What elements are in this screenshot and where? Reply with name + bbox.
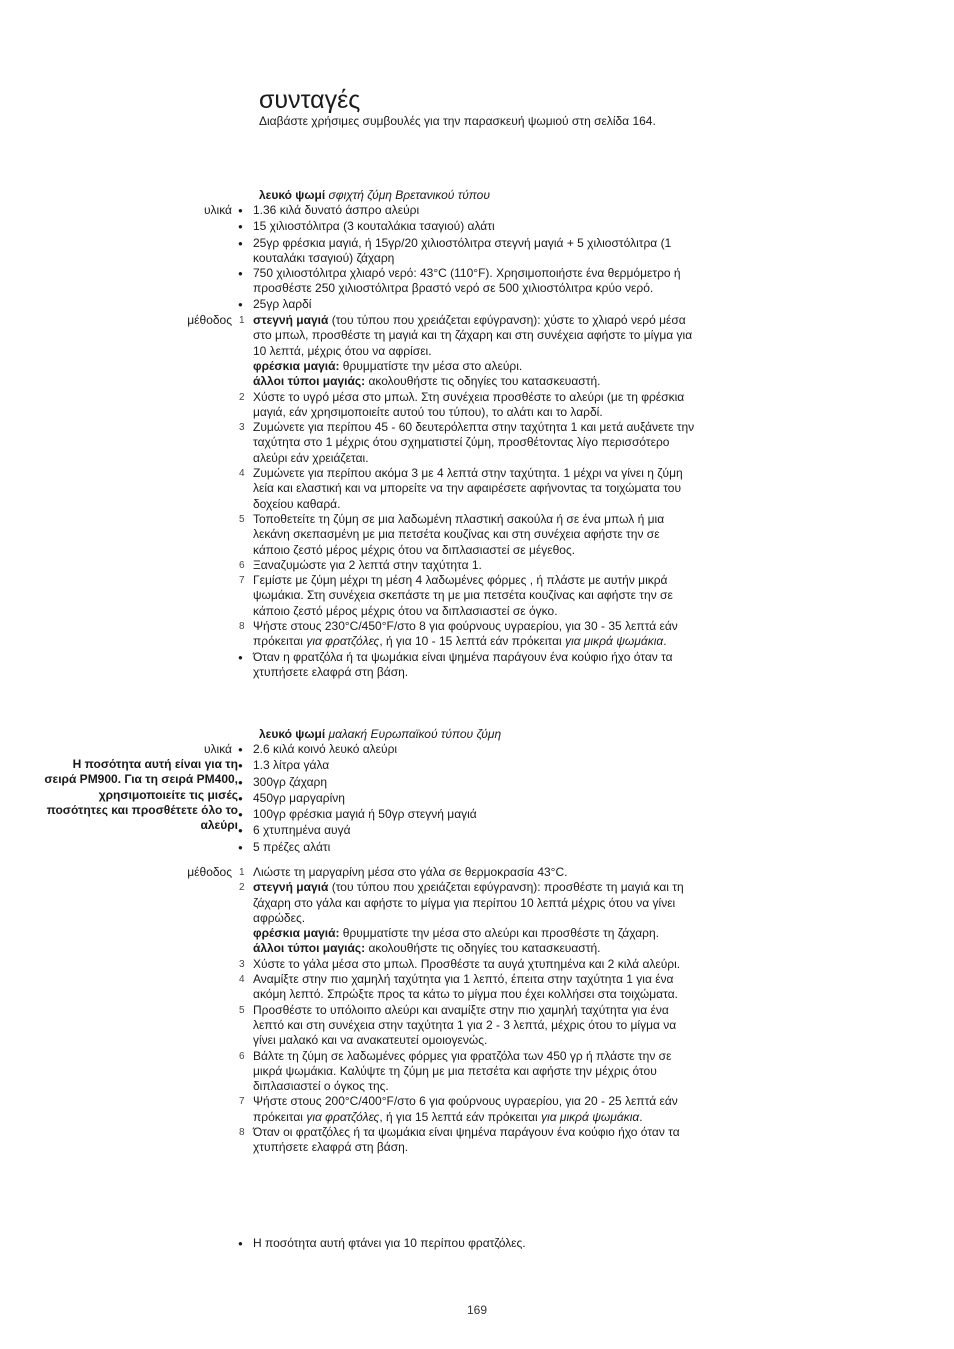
fresh-yeast-term: φρέσκια μαγιά: xyxy=(253,926,340,941)
ingredient: 5 πρέζες αλάτι xyxy=(253,839,331,854)
step-number: 5 xyxy=(239,1004,245,1016)
bullet-icon xyxy=(238,823,253,839)
other-yeast-term: άλλοι τύποι μαγιάς: xyxy=(253,374,366,389)
list-item xyxy=(0,742,954,758)
step-text: Ξαναζυμώστε για 2 λεπτά στην ταχύτητα 1. xyxy=(253,557,482,572)
bullet-icon xyxy=(238,203,253,219)
side-note: Η ποσότητα αυτή είναι για τη σειρά PM900. Για τη σειρά PM400, χρησιμοποιείτε τις μισές ποσότητες και προσθέτετε όλο το αλεύρι xyxy=(44,757,238,833)
list-item xyxy=(0,219,954,235)
dry-yeast-text: (του τύπου που χρειάζεται εφύγρανση): χύστε το χλιαρό νερό μέσα στο μπωλ, προσθέστε τη μαγιά και τη ζάχαρη και στη συνέχεια αφήστε το μίγμα για 10 λεπτά, μέχρις ότου να αφρίσει. xyxy=(253,313,693,358)
recipe-2-subname: μαλακή Ευρωπαϊκού τύπου ζύμη xyxy=(328,727,502,741)
step-text: Ψήστε στους 200°C/400°F/στο 6 για φούρνους υγραερίου, για 20 - 25 λεπτά εάν πρόκειται για φρατζόλες, ή για 15 λεπτά εάν πρόκειται για μικρά ψωμάκια. xyxy=(253,1094,678,1124)
fresh-yeast-term: φρέσκια μαγιά: xyxy=(253,358,340,373)
dry-yeast-term: στεγνή μαγιά xyxy=(253,880,329,895)
method-step xyxy=(0,1125,954,1156)
method-step xyxy=(0,512,954,558)
recipe-1-title xyxy=(259,188,490,203)
method-label: μέθοδος xyxy=(187,313,232,328)
step-number: 7 xyxy=(239,1096,245,1108)
ingredients-label: υλικά xyxy=(203,203,232,217)
other-yeast-term: άλλοι τύποι μαγιάς: xyxy=(253,941,366,956)
method-step xyxy=(0,558,954,573)
step-text: Όταν οι φρατζόλες ή τα ψωμάκια είναι ψημένα παράγουν ένα κούφιο ήχο όταν τα χτυπήσετε ελαφρά στη βάση. xyxy=(253,1125,680,1155)
step-text: Ζυμώνετε για περίπου 45 - 60 δευτερόλεπτα στην ταχύτητα 1 και μετά αυξάνετε την ταχύτητα στο 1 μέχρις ότου σχηματιστεί ζύμη, προσθέτοντας λίγο περισσότερο αλεύρι εάν χρειάζεται. xyxy=(253,420,695,465)
step-number: 1 xyxy=(239,315,245,327)
bullet-icon xyxy=(238,1236,253,1252)
ingredient: 15 χιλιοστόλιτρα (3 κουταλάκια τσαγιού) αλάτι xyxy=(253,219,495,234)
bullet-icon xyxy=(238,758,253,774)
method-step xyxy=(0,619,954,650)
step-number: 4 xyxy=(239,974,245,986)
step-text: Λιώστε τη μαργαρίνη μέσα στο γάλα σε θερμοκρασία 43°C. xyxy=(253,865,568,879)
page-number: 169 xyxy=(466,1303,488,1317)
recipe-2-title xyxy=(259,727,501,742)
list-item xyxy=(0,297,954,313)
bullet-icon xyxy=(238,236,253,252)
ingredient: 1.3 λίτρα γάλα xyxy=(253,758,330,773)
dry-yeast-text: (του τύπου που χρειάζεται εφύγρανση): προσθέστε τη μαγιά και τη ζάχαρη στο γάλα και αφήστε το μίγμα για περίπου 10 λεπτά μέχρις ότου να γίνει αφρώδες. xyxy=(253,880,684,925)
method-step xyxy=(0,880,954,956)
method-step xyxy=(0,313,954,389)
method-step xyxy=(0,390,954,421)
step-text: Χύστε το υγρό μέσα στο μπωλ. Στη συνέχεια προσθέστε το αλεύρι (με τη φρέσκια μαγιά, εάν χρησιμοποιείτε αυτού του τύπου), το αλάτι και το λαρδί. xyxy=(253,389,685,419)
ingredient: 6 χτυπημένα αυγά xyxy=(253,823,351,838)
step-number: 8 xyxy=(239,1127,245,1139)
tip-text: Όταν η φρατζόλα ή τα ψωμάκια είναι ψημένα παράγουν ένα κούφιο ήχο όταν τα χτυπήσετε ελαφρά στη βάση. xyxy=(253,649,673,679)
subtitle: Διαβάστε χρήσιμες συμβουλές για την παρασκευή ψωμιού στη σελίδα 164. xyxy=(259,114,656,128)
ingredient: 1.36 κιλά δυνατό άσπρο αλεύρι xyxy=(253,203,420,217)
method-step xyxy=(0,420,954,466)
list-item xyxy=(0,823,954,839)
other-yeast-text: ακολουθήστε τις οδηγίες του κατασκευαστή. xyxy=(365,941,601,956)
step-number: 6 xyxy=(239,1050,245,1062)
step-text xyxy=(253,880,698,956)
other-yeast-text: ακολουθήστε τις οδηγίες του κατασκευαστή. xyxy=(365,374,601,389)
ingredient: 25γρ φρέσκια μαγιά, ή 15γρ/20 χιλιοστόλιτρα στεγνή μαγιά + 5 χιλιοστόλιτρα (1 κουταλάκι τσαγιού) ζάχαρη xyxy=(253,235,672,265)
method-label: μέθοδος xyxy=(187,865,232,879)
bullet-icon xyxy=(238,650,253,666)
bullet-icon xyxy=(238,807,253,823)
step-text: Βάλτε τη ζύμη σε λαδωμένες φόρμες για φρατζόλα των 450 γρ ή πλάστε την σε μικρά ψωμάκια. Καλύψτε τη ζύμη με μια πετσέτα και αφήστε την μέχρις ότου διπλασιαστεί ο όγκος της. xyxy=(253,1048,672,1094)
step-text xyxy=(253,313,698,389)
bullet-icon xyxy=(238,266,253,282)
list-item xyxy=(0,650,954,681)
step-number: 2 xyxy=(239,391,245,403)
method-step xyxy=(0,865,954,880)
step-text: Ψήστε στους 230°C/450°F/στο 8 για φούρνους υγραερίου, για 30 - 35 λεπτά εάν πρόκειται για φρατζόλες, ή για 10 - 15 λεπτά εάν πρόκειται για μικρά ψωμάκια. xyxy=(253,619,678,649)
bullet-icon xyxy=(238,791,253,807)
bullet-icon xyxy=(238,219,253,235)
recipe-1-name: λευκό ψωμί xyxy=(259,188,326,202)
step-text: Προσθέστε το υπόλοιπο αλεύρι και αναμίξτε στην πιο χαμηλή ταχύτητα για ένα λεπτό και στη συνέχεια στην ταχύτητα 1 για 2 - 3 λεπτά, μέχρις ότου το μίγμα να γίνει μαλακό και να ανακατευτεί ομοιογενώς. xyxy=(253,1002,677,1048)
bullet-icon xyxy=(238,840,253,856)
step-number: 7 xyxy=(239,575,245,587)
ingredient: 300γρ ζάχαρη xyxy=(253,774,328,789)
recipe-1-subname: σφιχτή ζύμη Βρετανικού τύπου xyxy=(328,188,490,202)
ingredient: 750 χιλιοστόλιτρα χλιαρό νερό: 43°C (110°F). Χρησιμοποιήστε ένα θερμόμετρο ή προσθέστε 250 χιλιοστόλιτρα βραστό νερό σε 500 χιλιοστόλιτρα κρύο νερό. xyxy=(253,266,681,296)
step-number: 4 xyxy=(239,468,245,480)
step-text: Χύστε το γάλα μέσα στο μπωλ. Προσθέστε τα αυγά χτυπημένα και 2 κιλά αλεύρι. xyxy=(253,956,681,971)
recipe-2-method xyxy=(0,865,954,1156)
recipe-2-ingredients xyxy=(0,742,954,856)
bullet-icon xyxy=(238,775,253,791)
list-item xyxy=(0,840,954,856)
step-text: Ζυμώνετε για περίπου ακόμα 3 με 4 λεπτά στην ταχύτητα. 1 μέχρι να γίνει η ζύμη λεία και ελαστική και να μπορείτε να την αφαιρέσετε αφήνοντας τα τοιχώματα του δοχείου καθαρά. xyxy=(253,466,683,511)
bullet-icon xyxy=(238,297,253,313)
step-number: 8 xyxy=(239,621,245,633)
method-step xyxy=(0,466,954,512)
list-item xyxy=(0,266,954,297)
step-number: 2 xyxy=(239,882,245,894)
ingredient: 100γρ φρέσκια μαγιά ή 50γρ στεγνή μαγιά xyxy=(253,807,477,822)
yield-note xyxy=(0,1236,954,1252)
method-step xyxy=(0,573,954,619)
list-item xyxy=(0,758,954,774)
fresh-yeast-text: θρυμματίστε την μέσα στο αλεύρι και προσθέστε τη ζάχαρη. xyxy=(339,926,659,941)
list-item xyxy=(0,1236,954,1252)
step-number: 1 xyxy=(239,867,245,878)
method-step xyxy=(0,1003,954,1049)
list-item xyxy=(0,236,954,267)
step-number: 6 xyxy=(239,559,245,571)
bullet-icon xyxy=(238,742,253,758)
recipe-2-name: λευκό ψωμί xyxy=(259,727,326,741)
recipe-1-body xyxy=(0,203,954,680)
method-step xyxy=(0,1049,954,1095)
step-number: 3 xyxy=(239,422,245,434)
ingredient: 25γρ λαρδί xyxy=(253,296,312,311)
ingredients-label: υλικά xyxy=(203,742,232,756)
step-text: Γεμίστε με ζύμη μέχρι τη μέση 4 λαδωμένες φόρμες , ή πλάστε με αυτήν μικρά ψωμάκια. Στη συνέχεια σκεπάστε τη με μια πετσέτα κουζίνας και αφήστε την σε κάποιο ζεστό μέρος μέχρις ότου να διπλασιαστεί σε όγκο. xyxy=(253,573,673,618)
list-item xyxy=(0,791,954,807)
step-number: 5 xyxy=(239,513,245,525)
dry-yeast-term: στεγνή μαγιά xyxy=(253,313,329,328)
step-text: Αναμίξτε στην πιο χαμηλή ταχύτητα για 1 λεπτό, έπειτα στην ταχύτητα 1 για ένα ακόμη λεπτό. Σπρώξτε προς τα κάτω το μίγμα που έχει κολλήσει στα τοιχώματα. xyxy=(253,972,678,1002)
step-text: Τοποθετείτε τη ζύμη σε μια λαδωμένη πλαστική σακούλα ή σε ένα μπωλ ή μια λεκάνη σκεπασμένη με μια πετσέτα κουζίνας και στη συνέχεια αφήστε την σε κάποιο ζεστό μέρος μέχρις ότου να διπλασιαστεί σε μέγεθος. xyxy=(253,511,665,557)
method-step xyxy=(0,1094,954,1125)
ingredient: 450γρ μαργαρίνη xyxy=(253,790,345,805)
fresh-yeast-text: θρυμματίστε την μέσα στο αλεύρι. xyxy=(339,358,523,373)
step-number: 3 xyxy=(239,958,245,970)
method-step xyxy=(0,972,954,1003)
list-item xyxy=(0,807,954,823)
method-step xyxy=(0,957,954,972)
yield-text: Η ποσότητα αυτή φτάνει για 10 περίπου φρατζόλες. xyxy=(253,1236,526,1250)
list-item xyxy=(0,203,954,219)
ingredient: 2.6 κιλά κοινό λευκό αλεύρι xyxy=(253,742,398,756)
list-item xyxy=(0,775,954,791)
page-title: συνταγές xyxy=(259,86,361,114)
